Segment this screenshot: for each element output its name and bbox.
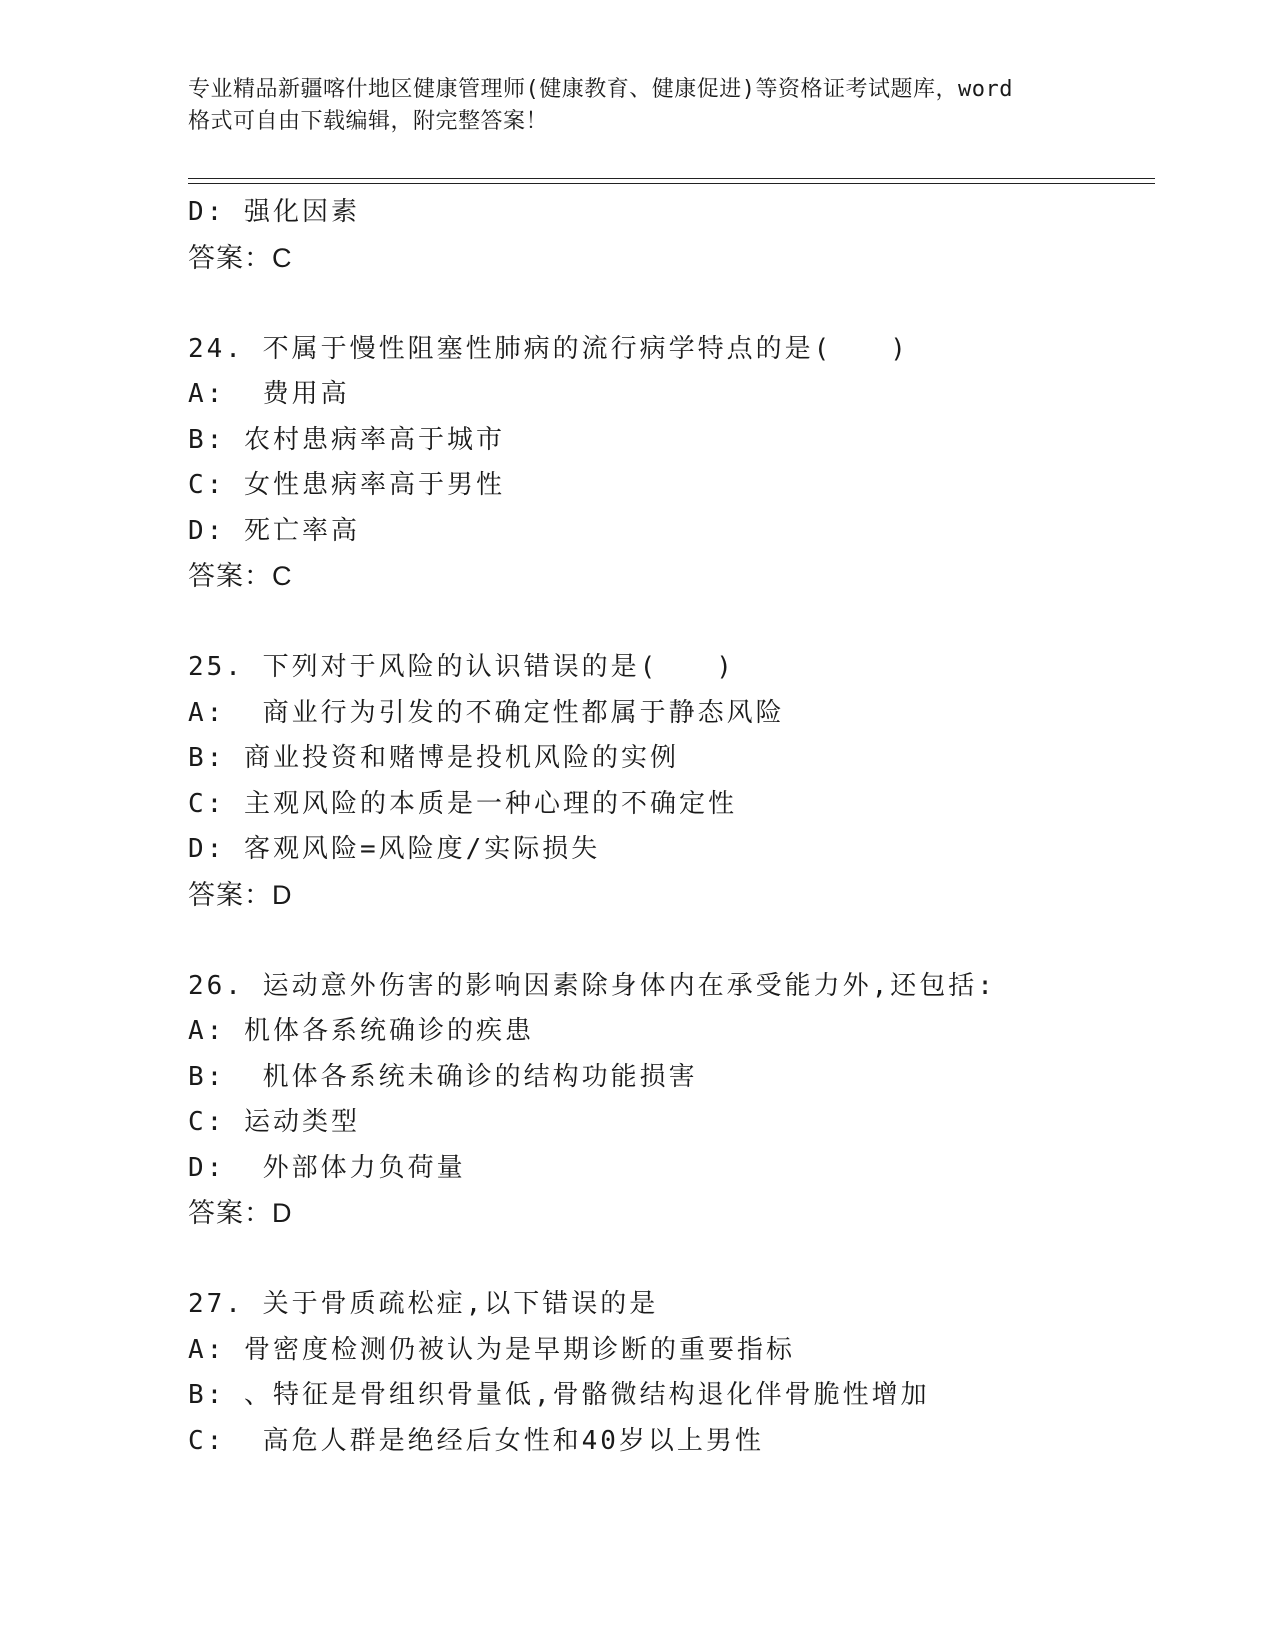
option-d: D: 外部体力负荷量 <box>188 1152 466 1183</box>
option-a: A: 机体各系统确诊的疾患 <box>188 1016 534 1046</box>
spacer <box>188 281 1148 327</box>
option-d: D: 死亡率高 <box>188 515 360 546</box>
spacer <box>188 1237 1148 1283</box>
option-c: C: 运动类型 <box>188 1107 360 1137</box>
spacer <box>188 918 1148 964</box>
question-block <box>188 645 1148 918</box>
question-text: 26. 运动意外伤害的影响因素除身体内在承受能力外,还包括: <box>188 970 996 1001</box>
question-list <box>188 190 1148 1464</box>
option-c: C: 主观风险的本质是一种心理的不确定性 <box>188 788 737 819</box>
question-text: 25. 下列对于风险的认识错误的是( ) <box>188 652 735 682</box>
option-c: C: 高危人群是绝经后女性和40岁以上男性 <box>188 1425 764 1456</box>
header-line-1: 专业精品新疆喀什地区健康管理师(健康教育、健康促进)等资格证考试题库，word <box>188 77 1013 102</box>
option-b: B: 商业投资和赌博是投机风险的实例 <box>188 743 679 773</box>
question-block <box>188 1282 1148 1464</box>
question-block <box>188 327 1148 600</box>
option-b: B: 、特征是骨组织骨量低,骨骼微结构退化伴骨脆性增加 <box>188 1380 930 1410</box>
answer-line: 答案：D <box>188 1198 293 1228</box>
option-b: B: 农村患病率高于城市 <box>188 424 505 455</box>
spacer <box>188 600 1148 646</box>
answer-line: 答案：C <box>188 561 293 591</box>
option-b: B: 机体各系统未确诊的结构功能损害 <box>188 1061 698 1092</box>
header-divider-bottom <box>188 183 1155 184</box>
header-divider-top <box>188 178 1155 179</box>
page-header <box>188 74 1088 138</box>
option-d: D: 强化因素 <box>188 197 360 227</box>
option-c: C: 女性患病率高于男性 <box>188 470 505 500</box>
option-a: A: 商业行为引发的不确定性都属于静态风险 <box>188 697 785 728</box>
question-block <box>188 190 1148 281</box>
option-a: A: 费用高 <box>188 379 350 409</box>
header-line-2: 格式可自由下载编辑，附完整答案！ <box>188 109 549 134</box>
question-text: 27. 关于骨质疏松症,以下错误的是 <box>188 1289 659 1319</box>
answer-line: 答案：C <box>188 242 293 273</box>
question-block <box>188 964 1148 1237</box>
option-a: A: 骨密度检测仍被认为是早期诊断的重要指标 <box>188 1334 795 1365</box>
question-text: 24. 不属于慢性阻塞性肺病的流行病学特点的是( ) <box>188 333 909 364</box>
option-d: D: 客观风险=风险度/实际损失 <box>188 834 601 864</box>
answer-line: 答案：D <box>188 879 293 910</box>
